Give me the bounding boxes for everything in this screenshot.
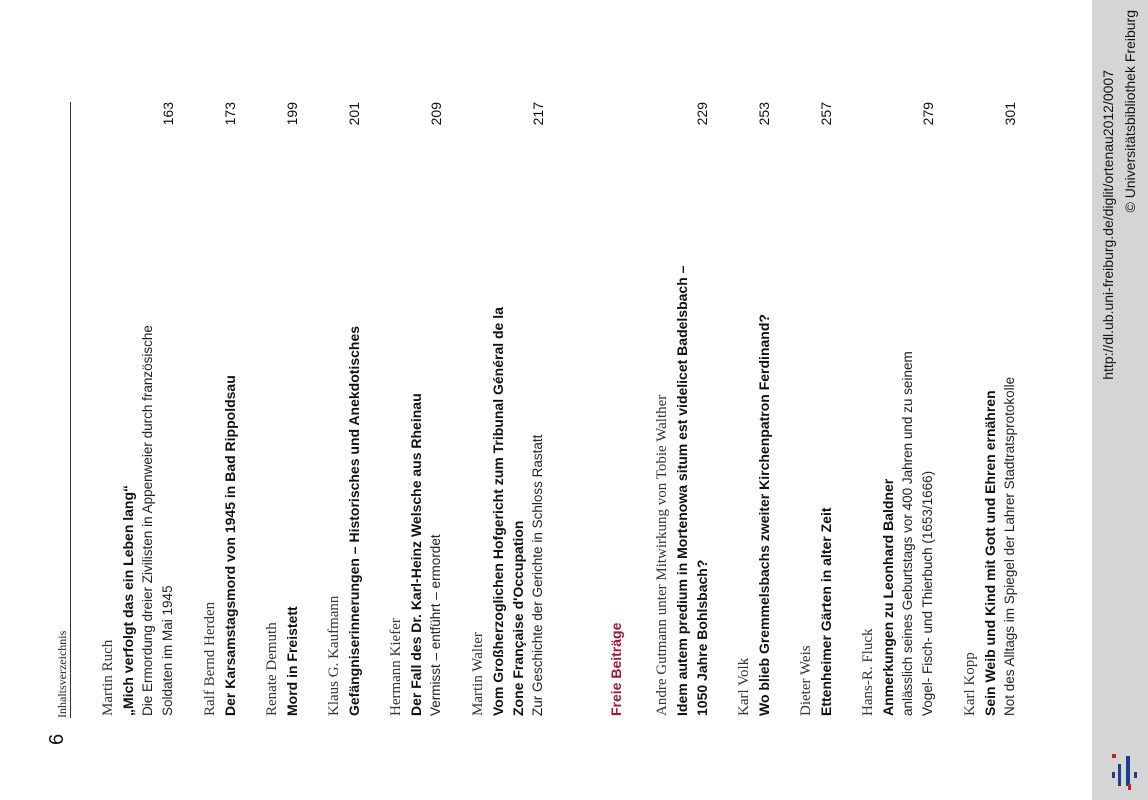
entry-subtitle: Soldaten im Mai 1945: [160, 585, 175, 716]
entry-title: Der Karsamstagsmord von 1945 in Bad Rippoldsau: [222, 375, 238, 716]
entry-page-number: 257: [818, 102, 834, 126]
entry-title: Sein Weib und Kind mit Gott und Ehren ernähren: [982, 390, 998, 716]
entry-subtitle: anlässlich seines Geburtstags vor 400 Jahren und zu seinem: [900, 351, 915, 716]
entry-title: 1050 Jahre Bohlsbach?: [694, 559, 710, 716]
toc-entry: [98, 102, 178, 716]
toc-entry: [386, 102, 446, 716]
toc-entry: [468, 102, 548, 716]
copyright-text: © Universitätsbibliothek Freiburg: [1122, 10, 1138, 213]
entry-title: Zone Française d'Occupation: [510, 520, 526, 716]
entry-title: Mord in Freistett: [284, 606, 300, 716]
entry-page-number: 201: [346, 102, 362, 126]
toc-entry: [734, 102, 774, 716]
entry-page-number: 229: [694, 102, 710, 126]
entry-title: Anmerkungen zu Leonhard Baldner: [880, 478, 896, 716]
entry-author: Martin Walter: [470, 632, 486, 716]
entry-subtitle: Not des Alltags im Spiegel der Lahrer Stadtratsprotokolle: [1002, 376, 1017, 716]
toc-entry: [200, 102, 240, 716]
entry-page-number: 173: [222, 102, 238, 126]
entry-author: Ralf Bernd Herden: [202, 601, 218, 716]
toc-entry: [262, 102, 302, 716]
entry-author: Hans-R. Fluck: [860, 628, 876, 716]
entry-author: Andre Gutmann unter Mitwirkung von Tobie Walther: [654, 394, 670, 716]
source-url-link[interactable]: http://dl.ub.uni-freiburg.de/diglit/ortenau2012/0007: [1100, 70, 1116, 380]
entry-title: Idem autem predium in Mortenowa situm est videlicet Badelsbach –: [674, 265, 690, 716]
page-number: 6: [46, 733, 68, 745]
entry-page-number: 279: [920, 102, 936, 126]
toc-entry: [324, 102, 364, 716]
toc-entry: [858, 102, 938, 716]
entry-title: Vom Großherzoglichen Hofgericht zum Tribunal Général de la: [490, 307, 506, 716]
entry-page-number: 209: [428, 102, 444, 126]
entry-author: Karl Volk: [736, 657, 752, 716]
entry-title: Wo blieb Gremmelsbachs zweiter Kirchenpatron Ferdinand?: [756, 314, 772, 716]
entry-author: Renate Demuth: [264, 622, 280, 716]
entry-page-number: 253: [756, 102, 772, 126]
entry-author: Dieter Weis: [798, 645, 814, 716]
entry-subtitle: Vogel- Fisch- und Thierbuch (1653/1666): [920, 470, 935, 716]
entry-subtitle: Zur Geschichte der Gerichte in Schloss Rastatt: [530, 434, 545, 716]
entry-subtitle: Vermisst – entführt – ermordet: [428, 534, 443, 716]
toc-entry: [960, 102, 1020, 716]
entry-page-number: 199: [284, 102, 300, 126]
entry-page-number: 301: [1002, 102, 1018, 126]
entry-author: Karl Kopp: [962, 652, 978, 716]
entry-title: Gefängniserinnerungen – Historisches und Anekdotisches: [346, 325, 362, 716]
entry-author: Hermann Kiefer: [388, 618, 404, 716]
entry-author: Klaus G. Kaufmann: [326, 595, 342, 716]
ub-freiburg-logo-icon: [1098, 748, 1142, 792]
running-header: Inhaltsverzeichnis: [55, 630, 69, 718]
section-heading: Freie Beiträge: [608, 622, 624, 716]
header-rule: [70, 102, 71, 718]
entry-title: Der Fall des Dr. Karl-Heinz Welsche aus Rheinau: [408, 393, 424, 716]
toc-entry: [652, 102, 712, 716]
entry-title: „Mich verfolgt das ein Leben lang“: [120, 484, 136, 716]
entry-author: Martin Ruch: [100, 639, 116, 716]
toc-entry: [796, 102, 836, 716]
entry-page-number: 217: [530, 102, 546, 126]
entry-page-number: 163: [160, 102, 176, 126]
entry-subtitle: Die Ermordung dreier Zivilisten in Appenweier durch französische: [140, 325, 155, 716]
entry-title: Ettenheimer Gärten in alter Zeit: [818, 507, 834, 716]
